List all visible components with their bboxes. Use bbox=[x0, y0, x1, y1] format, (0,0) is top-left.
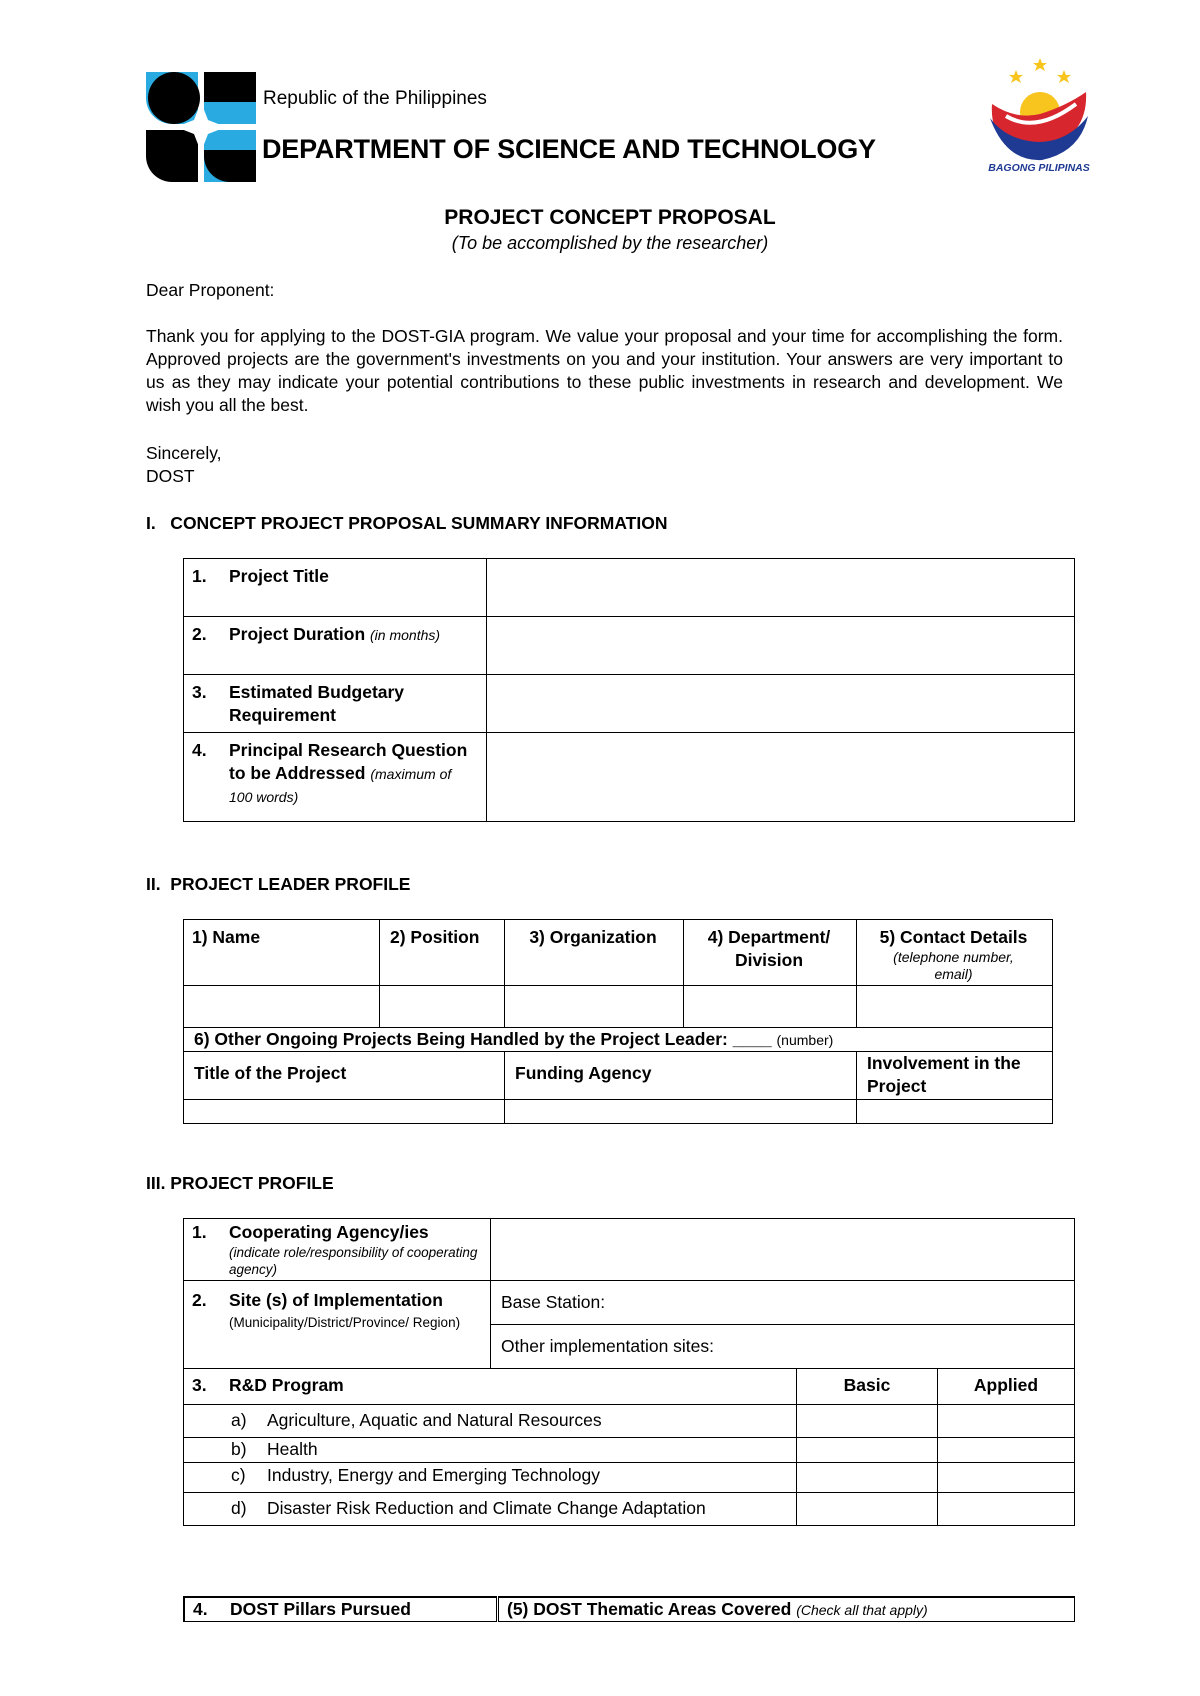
thematic-note: (Check all that apply) bbox=[796, 1602, 928, 1618]
basic-header bbox=[797, 1369, 938, 1405]
col-name-header bbox=[184, 920, 380, 986]
letter-greeting: Dear Proponent: bbox=[146, 280, 275, 300]
position-input[interactable] bbox=[380, 986, 505, 1028]
rd-program-header-row bbox=[184, 1369, 1075, 1405]
basic-label: Basic bbox=[843, 1375, 891, 1395]
department-input[interactable] bbox=[684, 986, 857, 1028]
header-republic: Republic of the Philippines bbox=[263, 88, 487, 109]
row-label: Project Title bbox=[229, 566, 329, 586]
title-of-project-label: Title of the Project bbox=[194, 1063, 347, 1083]
section3-heading: III. PROJECT PROFILE bbox=[146, 1173, 334, 1193]
program-applied-checkbox[interactable] bbox=[938, 1493, 1075, 1526]
project-title-input[interactable] bbox=[487, 559, 1075, 617]
organization-input[interactable] bbox=[505, 986, 684, 1028]
header-department: DEPARTMENT OF SCIENCE AND TECHNOLOGY bbox=[262, 134, 876, 164]
ongoing-involvement-input[interactable] bbox=[857, 1100, 1053, 1124]
col-position-label: 2) Position bbox=[390, 927, 480, 947]
program-basic-checkbox[interactable] bbox=[797, 1438, 938, 1463]
col-department-label: 4) Department/ Division bbox=[707, 927, 831, 970]
ongoing-header-row bbox=[184, 1052, 1053, 1100]
leader-profile-table bbox=[183, 919, 1053, 1124]
col-contact-note: (telephone number, email) bbox=[893, 949, 1014, 982]
ongoing-input-row bbox=[184, 1100, 1053, 1124]
program-applied-checkbox[interactable] bbox=[938, 1463, 1075, 1493]
program-name: Disaster Risk Reduction and Climate Change Adaptation bbox=[267, 1498, 706, 1518]
name-input[interactable] bbox=[184, 986, 380, 1028]
col-contact-label: 5) Contact Details bbox=[879, 927, 1028, 947]
coop-agency-input[interactable] bbox=[491, 1219, 1075, 1281]
page-subtitle: (To be accomplished by the researcher) bbox=[451, 233, 769, 253]
coop-agency-row bbox=[184, 1219, 1075, 1281]
leader-input-row bbox=[184, 986, 1053, 1028]
row-number: 4. bbox=[193, 1599, 208, 1619]
row-number: 2. bbox=[192, 624, 207, 644]
program-name: Industry, Energy and Emerging Technology bbox=[267, 1465, 601, 1485]
col-department-header bbox=[684, 920, 857, 986]
project-profile-table bbox=[183, 1218, 1075, 1526]
program-row bbox=[184, 1463, 1075, 1493]
applied-label: Applied bbox=[973, 1375, 1039, 1395]
dost-logo bbox=[146, 72, 256, 182]
row-note: (maximum of 100 words) bbox=[229, 766, 452, 805]
summary-row-budget bbox=[184, 675, 1075, 733]
coop-agency-note: (indicate role/responsibility of cooperating agency) bbox=[229, 1245, 478, 1277]
summary-label-cell bbox=[184, 617, 487, 675]
pillars-table bbox=[183, 1596, 1075, 1622]
row-number: 3. bbox=[192, 1375, 207, 1395]
program-basic-checkbox[interactable] bbox=[797, 1405, 938, 1438]
letter-closing: Sincerely, bbox=[146, 443, 222, 463]
ongoing-projects-row bbox=[184, 1028, 1053, 1052]
program-name: Agriculture, Aquatic and Natural Resources bbox=[267, 1410, 602, 1430]
ongoing-projects-cell bbox=[184, 1028, 1053, 1052]
summary-row-project-title bbox=[184, 559, 1075, 617]
program-name-cell bbox=[184, 1438, 797, 1463]
pillars-label: DOST Pillars Pursued bbox=[230, 1599, 411, 1619]
base-station-input[interactable] bbox=[491, 1281, 1075, 1325]
row-number: 1. bbox=[192, 566, 207, 586]
row-note: (in months) bbox=[370, 627, 441, 643]
involvement-label: Involvement in the Project bbox=[867, 1053, 1021, 1096]
thematic-header bbox=[498, 1597, 1075, 1622]
thematic-label: (5) DOST Thematic Areas Covered bbox=[507, 1599, 792, 1619]
row-number: 1. bbox=[192, 1222, 207, 1242]
program-row bbox=[184, 1438, 1075, 1463]
program-basic-checkbox[interactable] bbox=[797, 1493, 938, 1526]
section1-heading: I. CONCEPT PROJECT PROPOSAL SUMMARY INFORMATION bbox=[146, 513, 668, 533]
pillars-header bbox=[184, 1597, 498, 1622]
coop-agency-label-cell bbox=[184, 1219, 491, 1281]
coop-agency-label: Cooperating Agency/ies bbox=[229, 1222, 429, 1242]
program-applied-checkbox[interactable] bbox=[938, 1438, 1075, 1463]
involvement-header bbox=[857, 1052, 1053, 1100]
research-question-input[interactable] bbox=[487, 733, 1075, 822]
row-label: Principal Research Question to be Addressed bbox=[229, 740, 468, 783]
letter-signature: DOST bbox=[146, 466, 195, 486]
summary-table bbox=[183, 558, 1075, 822]
program-name: Health bbox=[267, 1439, 318, 1459]
pillars-header-row bbox=[184, 1597, 1075, 1622]
summary-label-cell bbox=[184, 559, 487, 617]
rd-program-label-cell bbox=[184, 1369, 797, 1405]
row-number: 2. bbox=[192, 1290, 207, 1310]
col-name-label: 1) Name bbox=[192, 927, 261, 947]
program-basic-checkbox[interactable] bbox=[797, 1463, 938, 1493]
row-number: 4. bbox=[192, 740, 207, 760]
ongoing-title-input[interactable] bbox=[184, 1100, 505, 1124]
title-of-project-header bbox=[184, 1052, 505, 1100]
col-organization-header bbox=[505, 920, 684, 986]
other-sites-label: Other implementation sites: bbox=[501, 1336, 715, 1356]
base-station-label: Base Station: bbox=[501, 1292, 606, 1312]
funding-agency-label: Funding Agency bbox=[515, 1063, 652, 1083]
summary-label-cell bbox=[184, 675, 487, 733]
ongoing-projects-note: (number) bbox=[776, 1032, 834, 1048]
dost-logo-tiles bbox=[146, 72, 256, 182]
summary-row-project-duration bbox=[184, 617, 1075, 675]
applied-header bbox=[938, 1369, 1075, 1405]
page-title: PROJECT CONCEPT PROPOSAL bbox=[444, 206, 776, 229]
program-name-cell bbox=[184, 1463, 797, 1493]
program-letter: c) bbox=[231, 1465, 246, 1485]
program-row bbox=[184, 1405, 1075, 1438]
program-row bbox=[184, 1493, 1075, 1526]
project-duration-input[interactable] bbox=[487, 617, 1075, 675]
section2-heading: II. PROJECT LEADER PROFILE bbox=[146, 874, 411, 894]
leader-header-row bbox=[184, 920, 1053, 986]
bagong-pilipinas-text: BAGONG PILIPINAS bbox=[988, 162, 1090, 174]
col-position-header bbox=[380, 920, 505, 986]
program-letter: d) bbox=[231, 1498, 247, 1518]
program-name-cell bbox=[184, 1405, 797, 1438]
program-letter: a) bbox=[231, 1410, 247, 1430]
summary-label-cell bbox=[184, 733, 487, 822]
rd-program-label: R&D Program bbox=[229, 1375, 344, 1395]
site-row-base bbox=[184, 1281, 1075, 1325]
budget-input[interactable] bbox=[487, 675, 1075, 733]
site-note: (Municipality/District/Province/ Region) bbox=[229, 1315, 461, 1330]
col-contact-header bbox=[857, 920, 1053, 986]
site-label-cell bbox=[184, 1281, 491, 1369]
funding-agency-header bbox=[505, 1052, 857, 1100]
row-label: Estimated Budgetary Requirement bbox=[229, 682, 405, 725]
row-number: 3. bbox=[192, 682, 207, 702]
bagong-pilipinas-logo bbox=[976, 56, 1102, 174]
ongoing-projects-label: 6) Other Ongoing Projects Being Handled by the Project Leader: ____ bbox=[194, 1029, 772, 1049]
row-label: Project Duration bbox=[229, 624, 366, 644]
program-letter: b) bbox=[231, 1439, 247, 1459]
other-sites-input[interactable] bbox=[491, 1325, 1075, 1369]
ongoing-funding-input[interactable] bbox=[505, 1100, 857, 1124]
program-applied-checkbox[interactable] bbox=[938, 1405, 1075, 1438]
site-label: Site (s) of Implementation bbox=[229, 1290, 443, 1310]
contact-input[interactable] bbox=[857, 986, 1053, 1028]
program-name-cell bbox=[184, 1493, 797, 1526]
letter-body: Thank you for applying to the DOST-GIA program. We value your proposal and your time for accomplishing the form. Approved projects are the government's investments on you and your institution. Your answers are very important to us as they may indicate your potential contributions to these public investments in research and development. We wish you all the best. bbox=[146, 326, 1063, 415]
summary-row-research-question bbox=[184, 733, 1075, 822]
col-organization-label: 3) Organization bbox=[529, 927, 657, 947]
